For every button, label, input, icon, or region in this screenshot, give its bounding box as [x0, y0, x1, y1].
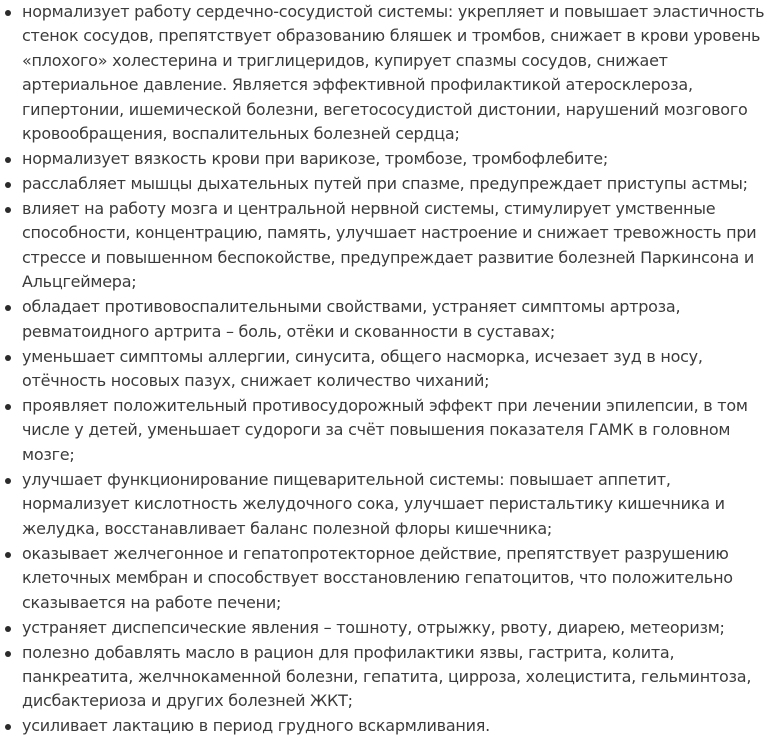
bullet-icon: [5, 724, 11, 730]
list-item-text: полезно добавлять масло в рацион для профилактики язвы, гастрита, колита, панкреатита, желчнокаменной болезни, гепатита, цирроза, холецистита, гельминтоза, дисбактериоза и других болезней ЖКТ;: [22, 642, 752, 711]
bullet-icon: [5, 355, 11, 361]
list-item-text: проявляет положительный противосудорожный эффект при лечении эпилепсии, в том числе у детей, уменьшает судороги за счёт повышения показателя ГАМК в головном мозге;: [22, 396, 748, 464]
bullet-icon: [5, 207, 11, 213]
list-item-text: нормализует работу сердечно-сосудистой системы: укрепляет и повышает эластичность стенок сосудов, препятствует образованию бляшек и тромбов, снижает в крови уровень «плохого» холестерина и триглицеридов, купирует спазмы сосудов, снижает артериальное давление. Является эффективной профилактикой атеросклероза, гипертонии, ишемической болезни, вегетососудистой дистонии, нарушений мозгового кровообращения, воспалительных болезней сердца;: [22, 2, 765, 144]
list-item: [22, 147, 767, 171]
list-item: [22, 714, 767, 738]
list-item-text: усиливает лактацию в период грудного вскармливания.: [22, 716, 490, 736]
bullet-icon: [5, 478, 11, 484]
list-item-text: влияет на работу мозга и центральной нервной системы, стимулирует умственные способности, концентрацию, память, улучшает настроение и снижает тревожность при стрессе и повышенном беспокойстве, предупреждает развитие болезней Паркинсона и Альцгеймера;: [22, 199, 757, 292]
list-item: [22, 345, 767, 394]
list-item: [22, 295, 767, 344]
list-item-text: устраняет диспепсические явления – тошноту, отрыжку, рвоту, диарею, метеоризм;: [22, 617, 725, 637]
list-item-text: уменьшает симптомы аллергии, синусита, общего насморка, исчезает зуд в носу, отёчность носовых пазух, снижает количество чиханий;: [22, 346, 703, 391]
list-item: [22, 197, 767, 295]
bullet-icon: [5, 626, 11, 632]
bullet-icon: [5, 552, 11, 558]
bullet-icon: [5, 305, 11, 311]
list-item: [22, 172, 767, 196]
list-item: [22, 641, 767, 714]
list-item-text: оказывает желчегонное и гепатопротекторное действие, препятствует разрушению клеточных мембран и способствует восстановлению гепатоцитов, что положительно сказывается на работе печени;: [22, 543, 733, 612]
list-item: [22, 0, 767, 146]
list-item-text: обладает противовоспалительными свойствами, устраняет симптомы артроза, ревматоидного артрита – боль, отёки и скованности в суставах;: [22, 297, 681, 341]
list-item: [22, 616, 767, 640]
list-item-text: расслабляет мышцы дыхательных путей при спазме, предупреждает приступы астмы;: [22, 174, 748, 194]
list-item: [22, 394, 767, 467]
list-item: [22, 542, 767, 615]
list-item-text: улучшает функционирование пищеварительной системы: повышает аппетит, нормализует кислотность желудочного сока, улучшает перистальтику кишечника и желудка, восстанавливает баланс полезной флоры кишечника;: [22, 469, 725, 538]
bullet-icon: [5, 651, 11, 657]
bullet-icon: [5, 157, 11, 163]
bullet-icon: [5, 404, 11, 410]
bullet-icon: [5, 10, 11, 16]
bullet-icon: [5, 182, 11, 188]
list-item: [22, 468, 767, 541]
list-item-text: нормализует вязкость крови при варикозе, тромбозе, тромбофлебите;: [22, 149, 608, 169]
